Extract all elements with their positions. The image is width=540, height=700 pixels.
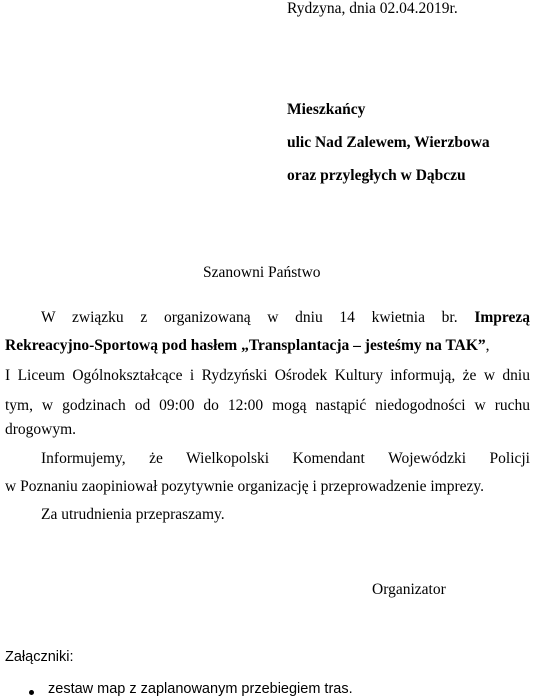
recipient-line-2: ulic Nad Zalewem, Wierzbowa: [287, 134, 490, 151]
paragraph-3: Za utrudnienia przepraszamy.: [41, 506, 225, 523]
paragraph-1-line-2: [5, 337, 490, 355]
event-name: Rekreacyjno-Sportową pod hasłem „Transplantacja – jesteśmy na TAK”: [5, 337, 486, 354]
attachment-item: zestaw map z zaplanowanym przebiegiem tras.: [48, 681, 353, 697]
signature: Organizator: [372, 581, 446, 598]
paragraph-1-line-5: drogowym.: [5, 421, 77, 438]
attachments-label: Załączniki:: [5, 649, 74, 665]
recipient-line-3: oraz przyległych w Dąbczu: [287, 167, 466, 184]
paragraph-2-line-1: Informujemy, że Wielkopolski Komendant Wojewódzki Policji: [41, 450, 530, 467]
bullet-icon: [29, 690, 34, 695]
paragraph-1-text: W związku z organizowaną w dniu 14 kwietnia br.: [41, 309, 458, 326]
paragraph-2-line-2: w Poznaniu zaopiniował pozytywnie organizację i przeprowadzenie imprezy.: [5, 478, 485, 495]
recipient-line-1: Mieszkańcy: [287, 101, 366, 118]
event-name-start: Imprezą: [474, 309, 531, 326]
paragraph-1-line-1: [41, 309, 530, 327]
place-date: Rydzyna, dnia 02.04.2019r.: [287, 0, 458, 17]
salutation: Szanowni Państwo: [203, 264, 321, 281]
paragraph-1-line-3: I Liceum Ogólnokształcące i Rydzyński Ośrodek Kultury informują, że w dniu: [5, 367, 530, 384]
comma: ,: [485, 337, 490, 354]
paragraph-1-line-4: tym, w godzinach od 09:00 do 12:00 mogą nastąpić niedogodności w ruchu: [5, 397, 530, 414]
